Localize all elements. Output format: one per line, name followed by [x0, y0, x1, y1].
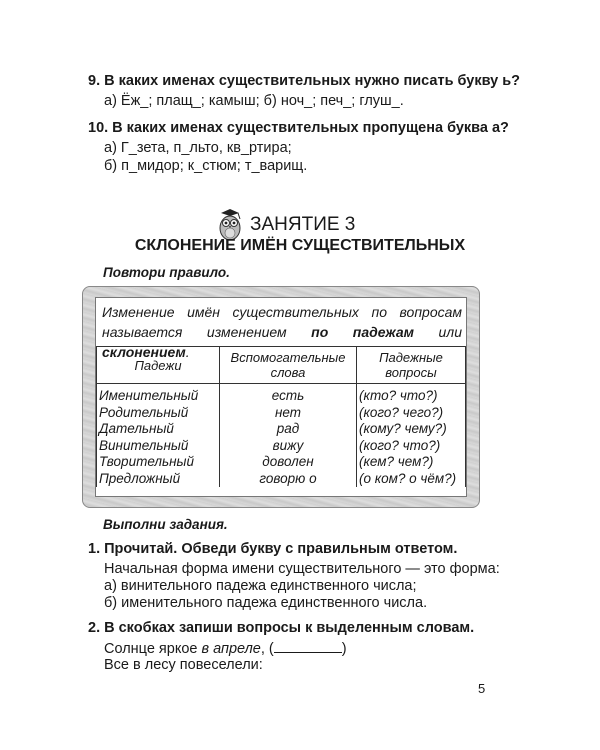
question-10-title: 10. В каких именах существительных пропущена буква а? — [88, 120, 509, 136]
table-row — [97, 471, 466, 488]
case-table — [96, 346, 466, 487]
case-question: (кого? что?) — [357, 438, 466, 455]
highlighted-word: в апреле — [201, 641, 261, 657]
header-cases: Падежи — [97, 347, 220, 384]
tasks-label: Выполни задания. — [103, 517, 228, 532]
header-helper-words: Вспомогательные слова — [220, 347, 357, 384]
task-1-line-b: б) именительного падежа единственного числа. — [104, 595, 428, 611]
case-question: (кому? чему?) — [357, 421, 466, 438]
rule-card — [95, 297, 467, 497]
header-case-questions: Падежные вопросы — [357, 347, 466, 384]
case-question: (кого? чего?) — [357, 405, 466, 422]
case-question: (о ком? о чём?) — [357, 471, 466, 488]
task-1-line-1: Начальная форма имени существительного — это форма: — [104, 561, 500, 577]
answer-blank[interactable] — [274, 640, 342, 653]
lesson-header — [0, 207, 600, 239]
table-row — [97, 454, 466, 471]
helper-word: есть — [220, 384, 357, 405]
helper-word: доволен — [220, 454, 357, 471]
rule-bold-2: склонением — [102, 344, 186, 360]
open-bracket: , ( — [260, 641, 274, 657]
case-name: Дательный — [97, 421, 220, 438]
close-bracket: ) — [341, 641, 347, 657]
task-1-title: 1. Прочитай. Обведи букву с правильным ответом. — [88, 541, 458, 557]
page-number: 5 — [478, 681, 486, 696]
question-10-line-a: а) Г_зета, п_льто, кв_ртира; — [104, 140, 292, 156]
lesson-title: ЗАНЯТИЕ 3 — [250, 214, 356, 235]
task-1-line-a: а) винительного падежа единственного числа; — [104, 578, 417, 594]
case-question: (кто? что?) — [357, 384, 466, 405]
helper-word: рад — [220, 421, 357, 438]
rule-text-start: Изменение имён существительных по вопросам называется изменением — [102, 304, 462, 340]
table-row — [97, 421, 466, 438]
case-name: Винительный — [97, 438, 220, 455]
case-name: Творительный — [97, 454, 220, 471]
rule-text-end: . — [185, 344, 190, 360]
task-2-title: 2. В скобках запиши вопросы к выделенным словам. — [88, 620, 475, 636]
rule-board — [82, 286, 480, 508]
rule-bold-1: по падежам — [311, 324, 414, 340]
case-name: Предложный — [97, 471, 220, 488]
case-name: Родительный — [97, 405, 220, 422]
task-2-line-1 — [104, 640, 347, 657]
case-name: Именительный — [97, 384, 220, 405]
rule-label: Повтори правило. — [103, 265, 230, 280]
helper-word: говорю о — [220, 471, 357, 488]
task-2-text: Солнце яркое — [104, 641, 202, 657]
table-row — [97, 438, 466, 455]
table-row — [97, 384, 466, 405]
helper-word: вижу — [220, 438, 357, 455]
helper-word: нет — [220, 405, 357, 422]
owl-icon — [215, 207, 245, 241]
task-2-line-2: Все в лесу повеселели: — [104, 657, 263, 673]
table-row — [97, 405, 466, 422]
question-9-line: а) Ёж_; плащ_; камыш; б) ноч_; печ_; глуш_. — [104, 93, 404, 109]
case-question: (кем? чем?) — [357, 454, 466, 471]
question-9-title: 9. В каких именах существительных нужно писать букву ь? — [88, 73, 521, 89]
lesson-subtitle: СКЛОНЕНИЕ ИМЁН СУЩЕСТВИТЕЛЬНЫХ — [134, 237, 466, 254]
rule-text-mid: или — [414, 324, 462, 340]
question-10-line-b: б) п_мидор; к_стюм; т_варищ. — [104, 158, 308, 174]
